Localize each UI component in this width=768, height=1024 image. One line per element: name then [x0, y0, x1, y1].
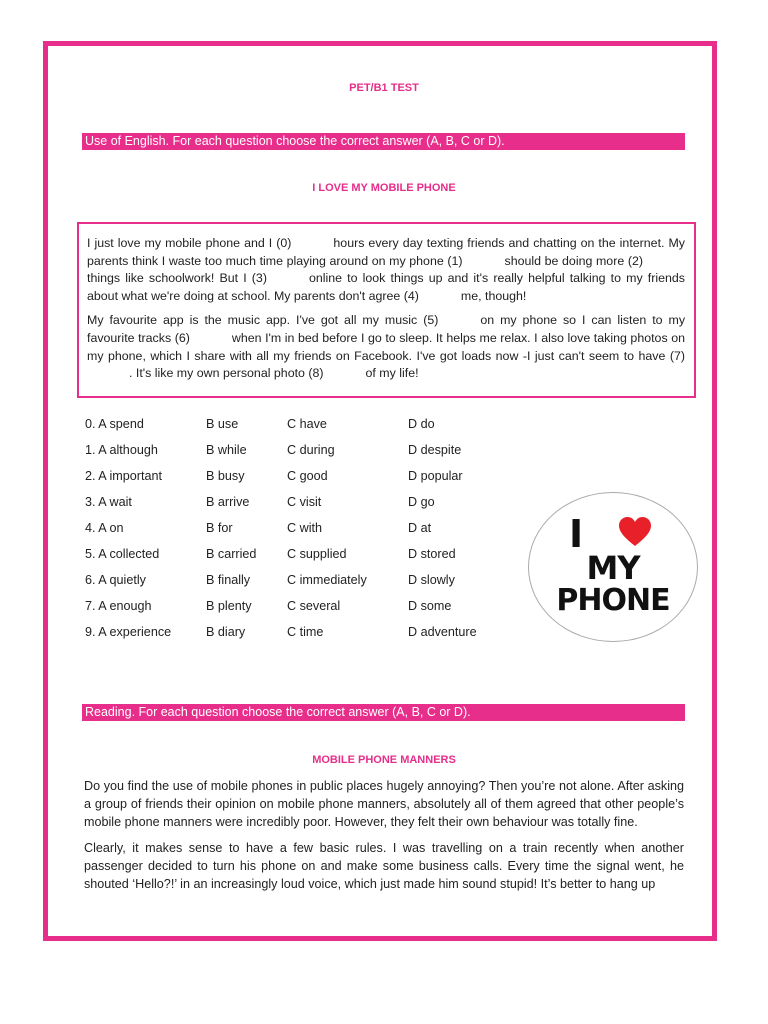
option-row: 7. A enough B plenty C several D some [85, 599, 452, 613]
reading-banner: Reading. For each question choose the correct answer (A, B, C or D). [82, 704, 685, 721]
passage-paragraph-1: I just love my mobile phone and I (0) hours every day texting friends and chatting on the internet. My parents think I waste too much time playing around on my phone (1) should be doing more (2)things like schoolwork! But I (3) online to look things up and it's really helpful talking to my friends about what we're doing at school. My parents don't agree (4) me, though! [87, 236, 685, 303]
logo-word-phone: PHONE [556, 583, 670, 618]
reading-passage [84, 777, 684, 901]
i-love-my-phone-logo [528, 492, 698, 642]
passage-title: I LOVE MY MOBILE PHONE [312, 182, 456, 194]
reading-title: MOBILE PHONE MANNERS [312, 754, 456, 766]
option-row: 6. A quietly B finally C immediately D slowly [85, 573, 455, 587]
reading-paragraph-2: Clearly, it makes sense to have a few basic rules. I was travelling on a train recently when another passenger decided to turn his phone on and make some business calls. Every time the signal went, he shouted ‘Hello?!’ in an increasingly loud voice, which just made him sound stupid! It’s better to hang up [84, 841, 684, 891]
passage-paragraph-2: My favourite app is the music app. I've got all my music (5) on my phone so I can listen to my favourite tracks (6) when I'm in bed before I go to sleep. It helps me relax. I also love taking photos on my phone, which I share with all my friends on Facebook. I've got loads now -I just can't seem to have (7). It's like my own personal photo (8) of my life! [87, 313, 686, 381]
logo-word-my: MY [586, 549, 640, 587]
heart-icon [619, 517, 651, 547]
option-row: 3. A wait B arrive C visit D go [85, 495, 435, 509]
option-row: 1. A although B while C during D despite [85, 443, 462, 457]
page-title: PET/B1 TEST [349, 82, 419, 94]
option-row: 0. A spend B use C have D do [85, 417, 435, 431]
use-of-english-banner: Use of English. For each question choose the correct answer (A, B, C or D). [82, 133, 685, 150]
option-row: 4. A on B for C with D at [85, 521, 432, 535]
reading-paragraph-1: Do you find the use of mobile phones in public places hugely annoying? Then you’re not alone. After asking a group of friends their opinion on mobile phone manners, absolutely all of them agreed that other people’s mobile phone manners were incredibly poor. However, they felt their own behaviour was totally fine. [84, 779, 684, 829]
option-row: 2. A important B busy C good D popular [85, 469, 463, 483]
gap-fill-passage [77, 222, 696, 398]
option-row: 9. A experience B diary C time D adventure [85, 625, 477, 639]
option-row: 5. A collected B carried C supplied D stored [85, 547, 456, 561]
logo-letter-i: I [569, 512, 584, 556]
